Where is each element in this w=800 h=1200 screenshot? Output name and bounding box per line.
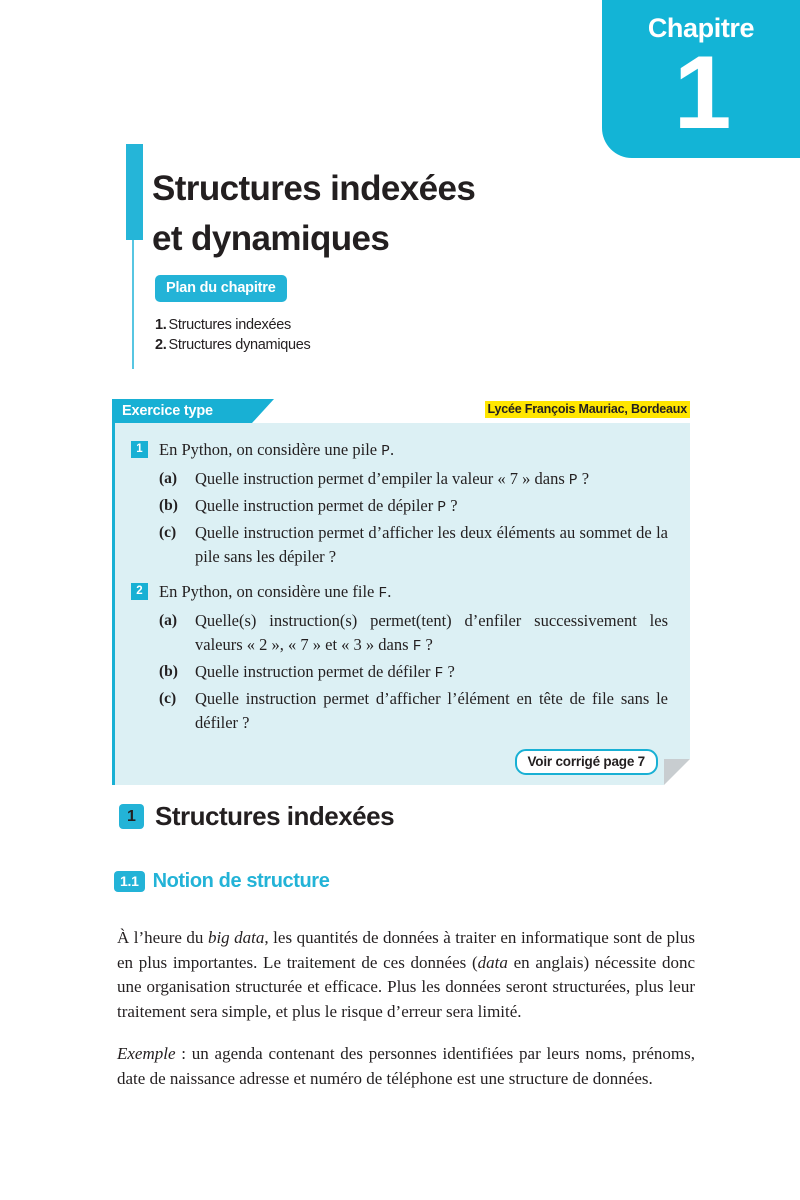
intro-italic-2: data [477, 952, 508, 972]
plan-item-label: Structures indexées [168, 317, 291, 333]
plan-item-number: 1. [155, 317, 167, 333]
exercice-subitem-label: (a) [159, 470, 178, 487]
exercice-banner [112, 399, 252, 423]
plan-list-item [155, 335, 311, 355]
subitem-text-a: Quelle(s) instruction(s) permet(tent) d’enfiler successivement les valeurs « 2 », « 7 » et « 3 » dans [195, 611, 668, 654]
page-fold-corner [664, 759, 690, 785]
plan-accent-line [132, 240, 134, 369]
exercice-item-number: 1 [131, 441, 148, 458]
subsection-title: Notion de structure [152, 870, 330, 892]
paragraph-intro [117, 926, 695, 1024]
intro-text-1: À l’heure du [117, 928, 208, 947]
subitem-text-a: Quelle instruction permet de défiler [195, 662, 435, 681]
exercice-subitem [159, 467, 668, 493]
subitem-text-b: ? [421, 635, 433, 654]
exercice-subitem-text: Quelle instruction permet d’afficher l’élément en tête de file sans le défiler ? [195, 689, 668, 732]
plan-item-label: Structures dynamiques [168, 337, 311, 353]
stem-text: En Python, on considère une pile [159, 440, 382, 459]
exercice-subitem-text [195, 467, 668, 493]
exercice-body [112, 423, 690, 785]
subsection-heading [114, 870, 329, 893]
exercice-item [131, 437, 668, 465]
exercice-sublist [159, 467, 668, 569]
exercice-banner-tail [252, 399, 274, 423]
paragraph-example [117, 1042, 695, 1091]
plan-list-item [155, 315, 311, 335]
chapter-tab-label: Chapitre [647, 13, 755, 43]
page-title [152, 164, 582, 263]
exercice-sublist [159, 609, 668, 735]
stem-text: En Python, on considère une file [159, 582, 379, 601]
title-accent-bar [126, 144, 143, 240]
subitem-text-a: Quelle instruction permet d’empiler la valeur « 7 » dans [195, 469, 569, 488]
exercice-subitem-label: (b) [159, 497, 178, 514]
section-heading [119, 801, 394, 832]
exercice-subitem [159, 494, 668, 520]
exercice-source-highlight: Lycée François Mauriac, Bordeaux [485, 401, 690, 418]
chapter-tab-number: 1 [673, 35, 729, 152]
exercice-banner-label: Exercice type [122, 403, 213, 419]
page-title-line-1: Structures indexées [152, 169, 476, 209]
code-token: P [381, 444, 390, 460]
code-token: P [568, 473, 578, 489]
chapter-tab [602, 0, 800, 158]
example-label: Exemple [117, 1044, 176, 1063]
stem-text-end: . [389, 440, 395, 459]
code-token: P [437, 500, 447, 516]
plan-badge: Plan du chapitre [155, 275, 287, 302]
intro-italic-1: big data [207, 928, 265, 947]
exercice-subitem-label: (c) [159, 690, 177, 707]
plan-list [155, 315, 311, 355]
exercice-subitem [159, 687, 668, 735]
exercice-subitem [159, 609, 668, 659]
exercice-item-number: 2 [131, 583, 148, 600]
voir-corrige-button[interactable]: Voir corrigé page 7 [515, 749, 659, 775]
exercice-item-stem [159, 437, 394, 465]
exercice-subitem [159, 660, 668, 686]
code-token: F [412, 639, 422, 655]
exercice-subitem-text [195, 494, 668, 520]
exercice-subitem [159, 521, 668, 569]
section-number-badge: 1 [119, 804, 144, 829]
exercice-subitem-text [195, 609, 668, 659]
subitem-text-b: ? [577, 469, 590, 488]
exercice-type-block [112, 399, 690, 785]
exercice-subitem-text: Quelle instruction permet d’afficher les deux éléments au sommet de la pile sans les dépiler ? [195, 523, 668, 566]
subitem-text-b: ? [446, 496, 458, 515]
code-token: F [434, 666, 444, 682]
plan-item-number: 2. [155, 337, 167, 353]
exercice-subitem-label: (b) [159, 663, 178, 680]
exercice-header [112, 399, 690, 423]
subsection-number-badge: 1.1 [114, 871, 145, 892]
exercice-item [131, 579, 668, 607]
section-title: Structures indexées [155, 801, 395, 831]
subitem-text-b: ? [443, 662, 455, 681]
subitem-text-a: Quelle instruction permet de dépiler [195, 496, 438, 515]
intro-text-3: en anglais) nécessite donc une organisation structurée et efficace. Plus les données seront structurées, plus leur traitement sera simple, et plus le risque d’erreur sera limité. [117, 952, 696, 1021]
code-token: F [378, 586, 388, 602]
exercice-subitem-label: (c) [159, 524, 177, 541]
example-text: : un agenda contenant des personnes identifiées par leurs noms, prénoms, date de naissance adresse et numéro de téléphone est une structure de données. [117, 1044, 695, 1088]
page-title-line-2: et dynamiques [152, 219, 390, 259]
stem-text-end: . [387, 582, 392, 601]
intro-text-2: , les quantités de données à traiter en informatique sont de plus en plus importantes. Le traitement de ces données ( [117, 928, 696, 972]
exercice-subitem-label: (a) [159, 612, 178, 629]
exercice-subitem-text [195, 660, 668, 686]
exercice-item-stem [159, 579, 391, 607]
